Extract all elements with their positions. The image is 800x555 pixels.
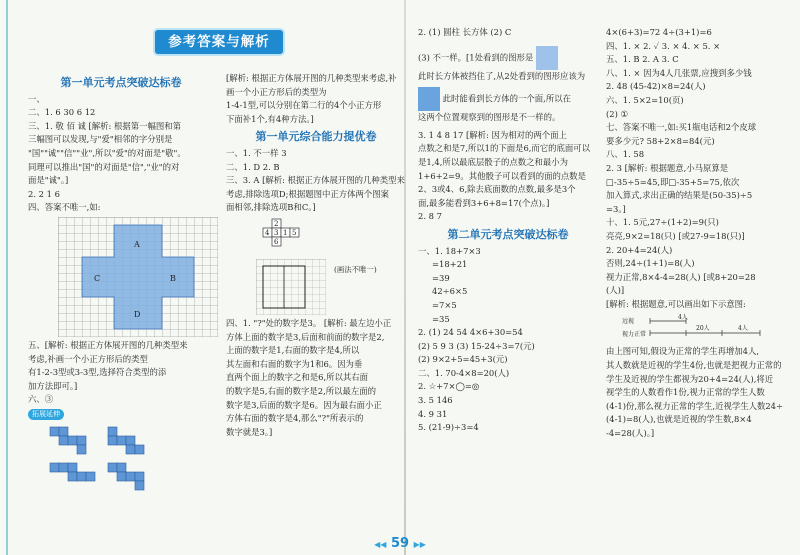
view-shape-2 [418,87,440,111]
answer-line: 加方法即可。] [28,380,78,391]
answer-line: 亮亮,9×2=18(只) [或27-9=18(只)] [606,230,745,241]
answer-line: 一、1. 18+7×3 [418,245,481,256]
page-number: 59 [390,536,410,551]
answer-line: 考虑,排除选项D;根据题图中正方体两个图案 [226,188,389,199]
column-4 [606,26,792,441]
answer-line: 十、1. 5元,27÷(1+2)=9(只) [606,217,719,228]
answer-line: 此时长方体被挡住了,从2处看到的图形应该为 [418,70,586,81]
net-digit: 3 [274,228,279,237]
answer-line: 由上图可知,假设为正常的学生再增加4人, [606,346,760,357]
answer-line: =7×5 [432,299,457,310]
net-digit: 2 [274,219,279,228]
answer-line: -4=28(人)。] [606,428,655,439]
answer-line: 考虑,补画一个小正方形后的类型 [28,353,148,364]
answer-line: (2) ① [606,108,629,119]
diagram-label: 远视 [622,318,635,326]
answer-line: 1+6+2=9。其他骰子可以看到的面的点数是 [418,170,586,181]
answer-line: 五、1. B 2. A 3. C [606,54,679,65]
answer-line: 2. 20+4=24(人) [606,244,673,255]
answer-line: 此时能看到长方体的一个面,所以在 [418,87,598,111]
cross-net-grid [58,217,218,337]
answer-line: 四、1. "?"处的数字是3。 [解析: 最左边小正 [226,317,392,328]
page-footer [0,536,800,551]
extension-tag: 拓展延伸 [28,409,64,420]
drawing-area [226,259,406,317]
answer-line: 3. 1 4 8 17 [解析: 因为相对的两个面上 [418,129,567,140]
next-arrow-icon: ▶▶ [413,540,426,549]
answer-line: 四、1. × 2. ✓ 3. × 4. × 5. × [606,40,721,51]
answer-line: □-35÷5=45,即□-35+5=75,依次 [606,176,740,187]
diagram-label: 4人 [738,325,748,333]
answer-line: "国""诚""信""业",所以"爱"的对面是"敬"。 [28,147,186,158]
answer-line: 5. (21-9)÷3=4 [418,422,479,433]
answer-line: 八、1. × 因为4人几张票,应搜到多少钱 [606,67,752,78]
answer-line: [解析: 根据正方体展开图的几种类型来考虑,补 [226,73,397,83]
answer-line: 方体上面的数字是3,后面和前面的数字是2, [226,331,385,342]
answer-line: 下面补1个,有4种方法。] [226,113,314,124]
answer-line: 二、1. D 2. B [226,161,280,172]
answer-line: 视力正常,8×4-4=28(人) [或8+20=28 [606,271,756,282]
answer-line: =18+21 [432,259,468,270]
answer-line: 六、③ [28,394,54,405]
section-title-unit1: 第一单元考点突破达标卷 [60,76,182,89]
section-title-unit1-advanced: 第一单元综合能力提优卷 [255,130,377,144]
answer-line: 加入算式,求出正确的结果是(50-35)÷5 [606,190,753,201]
net-options-figure [48,425,198,491]
answer-line: (人)] [606,285,625,296]
answer-line: 六、1. 5×2=10(页) [606,94,684,105]
answer-line: (2) 9×2+5=45+3(元) [418,354,508,365]
column-1 [28,72,214,491]
answer-line: 1-4-1型,可以分别在第二行的4个小正方形 [226,100,382,111]
answer-line: 2、3或4、6,除去底面数的点数,最多是3个 [418,184,576,195]
left-margin-line [6,0,8,555]
net-digit: 4 [265,228,270,237]
answer-line: 是1,4,所以最底层骰子的点数之和最小为 [418,156,568,167]
grid-label-c: C [94,273,101,283]
answer-line: =3。] [606,203,626,214]
answer-line: 2. 2 1 6 [28,188,60,199]
answer-line: 2. 48 (45-42)×8=24(人) [606,81,706,92]
net-digit: 1 [283,228,288,237]
answer-line: 三、1. 敬 佰 诚 [解析: 根据第一幅图和第 [28,120,182,131]
answer-line: 数字就是3。] [226,426,273,437]
answer-line: (2) 5 9 3 (3) 15-24÷3=7(元) [418,340,535,351]
net-digit: 6 [274,237,279,246]
answer-line: 2. (1) 24 54 4×6+30=54 [418,327,523,338]
answer-line: 上面的数字是1,右面的数字是4,所以 [226,345,360,356]
line-segment-diagram [620,313,770,343]
answer-line: 2. ☆+7×◯=◎ [418,381,480,392]
view-shape-1 [536,46,558,70]
answer-line: 一、 [28,93,45,104]
answer-line: [解析: 根据题意,可以画出如下示意图: [606,298,746,309]
answer-line: 否则,24÷(1+1)=8(人) [606,258,695,269]
answer-line: 4×(6+3)=72 4÷(3+1)=6 [606,27,712,37]
box-grid-figure [256,259,326,315]
diagram-label: 4人 [678,314,688,322]
answer-line: 有1-2-3型或3-3型,选择符合类型的添 [28,367,167,378]
answer-line: 的数字是5,右面的数字是2,所以最左面的 [226,385,376,396]
answer-line: 直两个面上的数字之和是6,所以其右面 [226,372,368,383]
column-3 [418,26,598,435]
answer-line: 这两个位置观察到的图形是不一样的。 [418,112,561,123]
answer-line: 同理可以推出"国"的对面是"信","业"的对 [28,161,180,172]
answer-line: 3. 5 146 [418,395,453,406]
answer-line: 2. (1) 圆柱 长方体 (2) C [418,27,512,37]
answer-line: =39 [432,272,450,283]
answer-line: 画一个小正方形后的类型为 [226,86,327,97]
answer-line: 面,最多能看到3+6+8=17(个点)。] [418,197,550,208]
answer-line: 2. 3 [解析: 根据题意,小马原算是 [606,162,729,173]
section-title-unit2: 第二单元考点突破达标卷 [447,227,569,241]
answer-line: 二、1. 6 30 6 12 [28,107,96,118]
answer-line: 一、1. 不一样 3 [226,147,287,158]
answer-line: 八、1. 58 [606,149,645,160]
answer-line: 三幅图可以发现,与"爱"相邻的字分别是 [28,134,173,145]
answer-line: 七、答案不唯一,如:买1瓶电话和2个皮球 [606,122,757,133]
answer-line: 二、1. 70-4×8=20(人) [418,367,510,378]
answer-line: 数字是3,后面的数字是6。因为最右面小正 [226,399,382,410]
answer-line: 2. 8 7 [418,211,442,222]
answer-line: =35 [432,313,450,324]
column-2 [226,72,406,439]
answer-line: 方体右面的数字是4,那么"?"所表示的 [226,413,364,424]
answer-line: 面相邻,排除选项B和C。] [226,202,316,213]
grid-label-d: D [134,309,141,319]
answer-line: (4-1)=8(人),也就是近视的学生数,8×4 [606,414,752,425]
net-digit: 5 [292,228,297,237]
prev-arrow-icon: ◀◀ [374,540,387,549]
answer-line: 视学生的人数看作1份,视力正常的学生人数 [606,387,765,398]
diagram-label: 20人 [696,325,710,333]
answer-line: 要多少元? 58+2×8=84(元) [606,135,715,146]
answer-line: 四、答案不唯一,如: [28,202,101,213]
grid-label-a: A [134,239,140,249]
answer-line: 五、[解析: 根据正方体展开图的几种类型来 [28,339,188,350]
answer-line: (3) 不一样。[1处看到的图形是 [418,46,598,70]
answer-line: 三、3. A [解析: 根据正方体展开图的几种类型来 [226,175,405,186]
diagram-label: 视力正常 [622,331,647,339]
answer-line: 学生及近视的学生都视为20+4=24(人),将近 [606,373,774,384]
answer-line: 4. 9 31 [418,408,448,419]
answer-line: (4-1)份,那么视力正常的学生,近视学生人数24÷ [606,400,784,411]
answer-line: 其左面和右面的数字为1和6。因为垂 [226,358,363,369]
numbered-net-figure [256,217,316,257]
answer-line: 点数之和是7,所以1的下面是6,而它的底面可以 [418,143,591,154]
answer-line: 其人数就是近视的学生4份,也就是把视力正常的 [606,360,782,371]
answer-line: 42÷6×5 [432,286,468,297]
grid-label-b: B [170,273,176,283]
page-banner: 参考答案与解析 [155,30,283,54]
answer-line: 面是"诚"。] [28,175,69,186]
figure-note: (画法不唯一) [334,264,377,274]
